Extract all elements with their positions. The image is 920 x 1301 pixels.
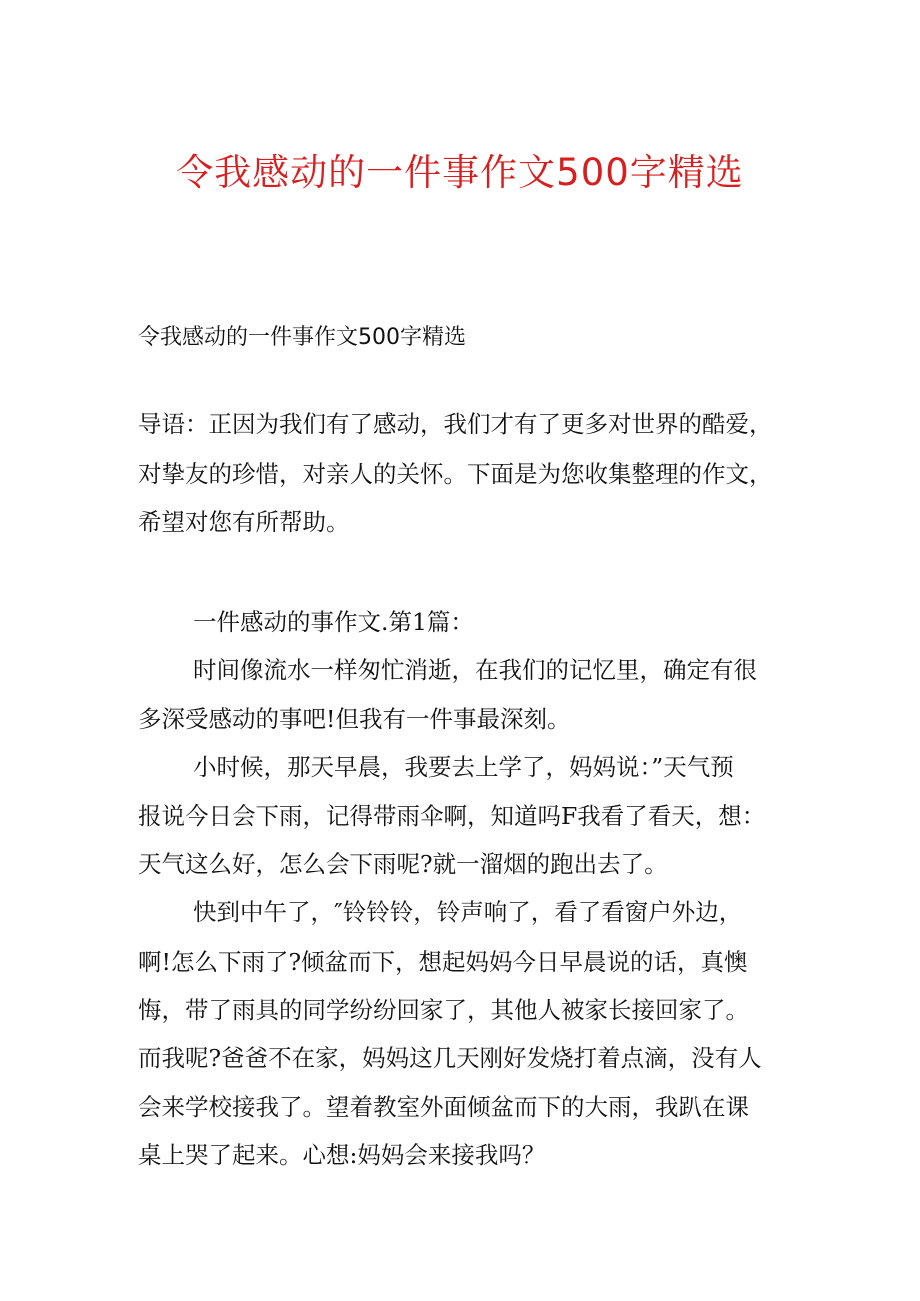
section-heading: 一件感动的事作文.第1篇： bbox=[193, 608, 474, 636]
paragraph-3-line-1: 快到中午了，″铃铃铃，铃声响了，看了看窗户外边， bbox=[193, 898, 743, 926]
paragraph-3-line-3: 悔，带了雨具的同学纷纷回家了，其他人被家长接回家了。 bbox=[138, 996, 749, 1024]
paragraph-3-line-4: 而我呢?爸爸不在家，妈妈这几天刚好发烧打着点滴，没有人 bbox=[138, 1044, 762, 1072]
intro-line-2: 对挚友的珍惜，对亲人的关怀。下面是为您收集整理的作文， bbox=[138, 460, 773, 488]
paragraph-3-line-6: 桌上哭了起来。心想:妈妈会来接我吗？ bbox=[138, 1141, 546, 1169]
paragraph-3-line-5: 会来学校接我了。望着教室外面倾盆而下的大雨，我趴在课 bbox=[138, 1093, 749, 1121]
intro-line-3: 希望对您有所帮助。 bbox=[138, 508, 350, 536]
paragraph-3-line-2: 啊!怎么下雨了?倾盆而下，想起妈妈今日早晨说的话，真懊 bbox=[138, 948, 748, 976]
paragraph-2-line-1: 小时候，那天早晨，我要去上学了，妈妈说：”天气预 bbox=[193, 753, 734, 781]
paragraph-2-line-2: 报说今日会下雨，记得带雨伞啊，知道吗F我看了看天，想： bbox=[138, 802, 766, 830]
paragraph-1-line-1: 时间像流水一样匆忙消逝，在我们的记忆里，确定有很 bbox=[193, 656, 757, 684]
intro-line-1: 导语：正因为我们有了感动，我们才有了更多对世界的酷爱， bbox=[138, 410, 773, 438]
paragraph-2-line-3: 天气这么好，怎么会下雨呢?就一溜烟的跑出去了。 bbox=[138, 850, 668, 878]
document-title: 令我感动的一件事作文500字精选 bbox=[176, 151, 744, 194]
document-subtitle: 令我感动的一件事作文500字精选 bbox=[138, 325, 466, 350]
paragraph-1-line-2: 多深受感动的事吧!但我有一件事最深刻。 bbox=[138, 705, 571, 733]
